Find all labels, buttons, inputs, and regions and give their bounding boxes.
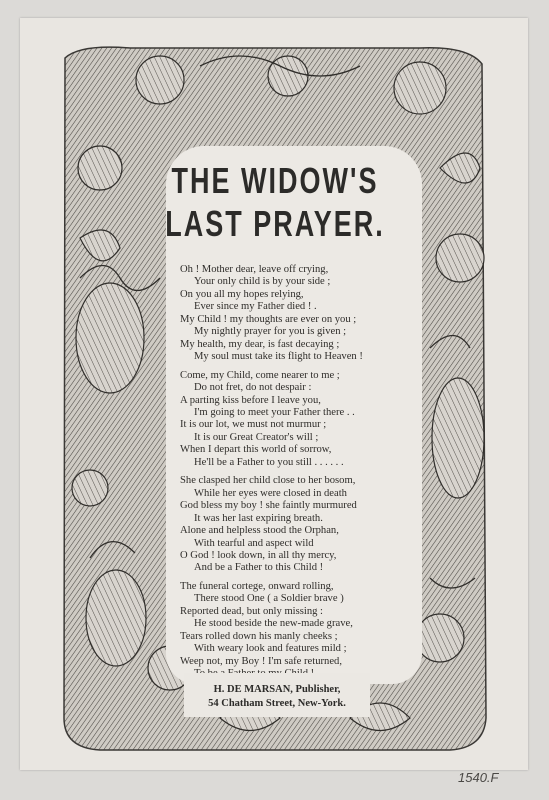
poem-line: It is our lot, we must not murmur ; — [180, 419, 327, 431]
poem-line: It was her last expiring breath. — [194, 512, 323, 524]
publisher-name: H. DE MARSAN, Publisher, — [213, 684, 341, 695]
poem-line: A parting kiss before I leave you, — [180, 394, 321, 406]
publisher-address: 54 Chatham Street, New-York. — [208, 698, 346, 709]
poem-line: He stood beside the new-made grave, — [194, 618, 353, 630]
poem-line: Do not fret, do not despair : — [194, 382, 312, 394]
poem-line: When I depart this world of sorrow, — [180, 444, 332, 456]
poem-line: And be a Father to this Child ! — [194, 562, 324, 574]
poem-line: On you all my hopes relying, — [180, 288, 304, 300]
stanza — [180, 370, 410, 470]
title-line-1: THE WIDOW'S — [171, 160, 379, 202]
poem-line: With tearful and aspect wild — [194, 537, 314, 549]
poem-line: My nightly prayer for you is given ; — [194, 326, 347, 338]
poem-line: My soul must take its flight to Heaven ! — [194, 351, 363, 363]
poem-line: Tears rolled down his manly cheeks ; — [180, 630, 338, 642]
poem-line: O God ! look down, in all thy mercy, — [180, 549, 337, 561]
poem-line: Reported dead, but only missing : — [180, 605, 324, 617]
poem-line: It is our Great Creator's will ; — [194, 431, 319, 443]
poem-line: He'll be a Father to you still . . . . . . — [194, 456, 344, 468]
poem-body — [180, 264, 410, 687]
poem-line: With weary look and features mild ; — [194, 643, 347, 655]
title-line-2: LAST PRAYER. — [165, 203, 385, 245]
poem-line: Your only child is by your side ; — [194, 276, 331, 288]
poem-line: While her eyes were closed in death — [194, 487, 347, 499]
poem-line: Oh ! Mother dear, leave off crying, — [180, 264, 329, 275]
publisher-imprint — [184, 673, 370, 717]
poem-line: She clasped her child close to her bosom, — [180, 475, 356, 487]
catalog-number: 1540.F — [458, 770, 499, 785]
poem-line: My Child ! my thoughts are ever on you ; — [180, 313, 357, 325]
poem-line: Ever since my Father died ! . — [194, 301, 317, 313]
poem-line: There stood One ( a Soldier brave ) — [194, 593, 344, 605]
stanza — [180, 475, 410, 575]
stanza — [180, 264, 410, 364]
poem-line: My health, my dear, is fast decaying ; — [180, 338, 340, 350]
poem-line: Weep not, my Boy ! I'm safe returned, — [180, 655, 342, 667]
poem-line: Alone and helpless stood the Orphan, — [180, 525, 339, 537]
poem-line: Come, my Child, come nearer to me ; — [180, 369, 340, 381]
stanza — [180, 581, 410, 681]
poem-line: The funeral cortege, onward rolling, — [180, 580, 334, 592]
poem-line: I'm going to meet your Father there . . — [194, 406, 355, 418]
poem-line: God bless my boy ! she faintly murmured — [180, 500, 357, 512]
